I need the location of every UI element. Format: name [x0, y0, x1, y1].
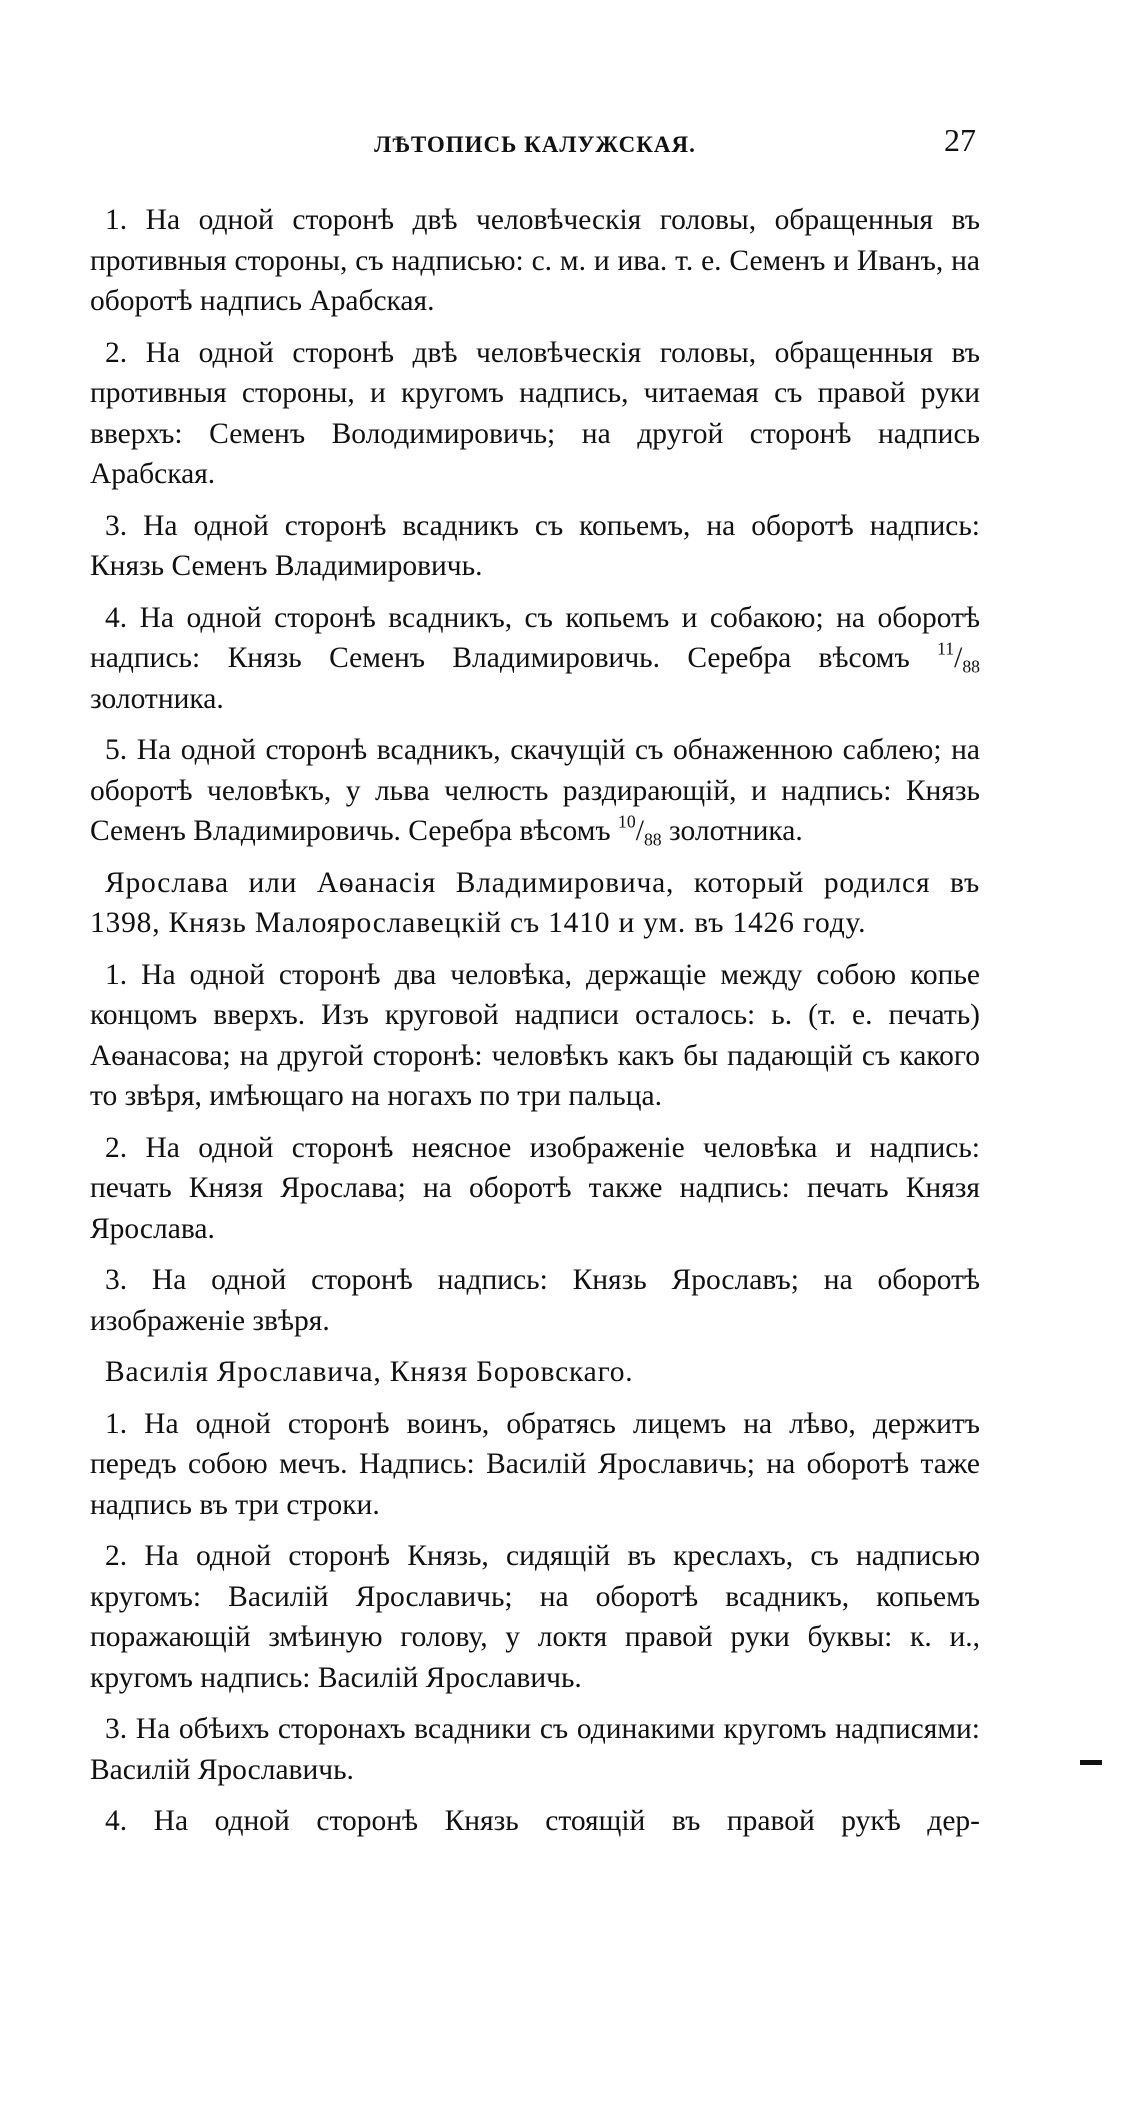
paragraph-text: 3. На обѣихъ сторонахъ всадники съ одинакими кругомъ надписями: Василій Ярославичь.	[90, 1713, 980, 1786]
paragraph-coin-3	[90, 506, 980, 587]
paragraph-vasily-4	[90, 1801, 980, 1842]
weight-fraction: $^{11}/_{88}$	[937, 638, 980, 677]
heading-text: Василія Ярославича, Князя Боровскаго.	[105, 1356, 634, 1388]
body-text	[90, 200, 980, 1853]
paragraph-text: 2. На одной сторонѣ Князь, сидящій въ креслахъ, съ надписью кругомъ: Василій Ярославичь; на оборотѣ всадникъ, копьемъ поражающій змѣиную голову, у локтя правой руки буквы: к. и., кругомъ надпись: Василій Ярославичь.	[90, 1540, 980, 1694]
running-title: ЛѢТОПИСЬ КАЛУЖСКАЯ.	[374, 132, 696, 157]
section-heading-yaroslav	[90, 863, 980, 944]
fraction-numerator: 11	[937, 638, 955, 659]
paragraph-text: 3. На одной сторонѣ надпись: Князь Ярославъ; на оборотѣ изображеніе звѣря.	[90, 1264, 980, 1337]
fraction-numerator: 10	[618, 811, 636, 832]
paragraph-text-after: золотника.	[90, 682, 224, 715]
paragraph-text: 2. На одной сторонѣ неясное изображеніе человѣка и надпись: печать Князя Ярослава; на оборотѣ также надпись: печать Князя Ярослава.	[90, 1131, 980, 1245]
margin-ink-mark	[1080, 1760, 1102, 1765]
paragraph-text: 4. На одной сторонѣ всадникъ, съ копьемъ и собакою; на оборотѣ надпись: Князь Семенъ Владимировичь. Серебра вѣсомъ	[90, 601, 980, 674]
paragraph-coin-2	[90, 333, 980, 495]
paragraph-text: 1. На одной сторонѣ двѣ человѣческія головы, обращенныя въ противныя стороны, съ надписью: с. м. и ива. т. е. Семенъ и Иванъ, на оборотѣ надпись Арабская.	[90, 204, 980, 317]
paragraph-text: 2. На одной сторонѣ двѣ человѣческія головы, обращенныя въ противныя стороны, и кругомъ надпись, читаемая съ правой руки вверхъ: Семенъ Володимировичь; на другой сторонѣ надпись Арабская.	[90, 336, 980, 490]
paragraph-yaroslav-1	[90, 955, 980, 1117]
paragraph-yaroslav-3	[90, 1260, 980, 1341]
paragraph-text: 1. На одной сторонѣ два человѣка, держащіе между собою копье концомъ вверхъ. Изъ круговой надписи осталось: ь. (т. е. печать) Аѳанасова; на другой сторонѣ: человѣкъ какъ бы падающій съ какого то звѣря, имѣющаго на ногахъ по три пальца.	[90, 958, 980, 1112]
weight-fraction: $^{10}/_{88}$	[618, 811, 662, 850]
paragraph-vasily-2	[90, 1536, 980, 1698]
paragraph-text-after: золотника.	[669, 815, 803, 847]
paragraph-coin-5	[90, 730, 980, 852]
fraction-denominator: 88	[962, 656, 980, 677]
paragraph-text: 4. На одной сторонѣ Князь стоящій въ правой рукѣ дер-	[105, 1805, 980, 1837]
fraction-denominator: 88	[643, 829, 662, 850]
paragraph-text: 5. На одной сторонѣ всадникъ, скачущій съ обнаженною саблею; на оборотѣ человѣкъ, у льва челюсть раздирающій, и надпись: Князь Семенъ Владимировичь. Серебра вѣсомъ	[90, 734, 980, 847]
page-number: 27	[944, 122, 976, 158]
paragraph-coin-4	[90, 598, 980, 720]
paragraph-text: 3. На одной сторонѣ всадникъ съ копьемъ, на оборотѣ надпись: Князь Семенъ Владимировичь.	[90, 509, 980, 582]
page-header	[90, 122, 980, 172]
section-heading-vasily	[90, 1352, 980, 1393]
heading-text: Ярослава или Аѳанасія Владимировича, который родился въ 1398, Князь Малоярославецкій съ 1410 и ум. въ 1426 году.	[90, 866, 980, 939]
paragraph-coin-1	[90, 200, 980, 322]
paragraph-yaroslav-2	[90, 1128, 980, 1250]
paragraph-vasily-3	[90, 1709, 980, 1790]
paragraph-text: 1. На одной сторонѣ воинъ, обратясь лицемъ на лѣво, держитъ передъ собою мечъ. Надпись: Василій Ярославичь; на оборотѣ таже надпись въ три строки.	[90, 1407, 980, 1521]
paragraph-vasily-1	[90, 1404, 980, 1526]
